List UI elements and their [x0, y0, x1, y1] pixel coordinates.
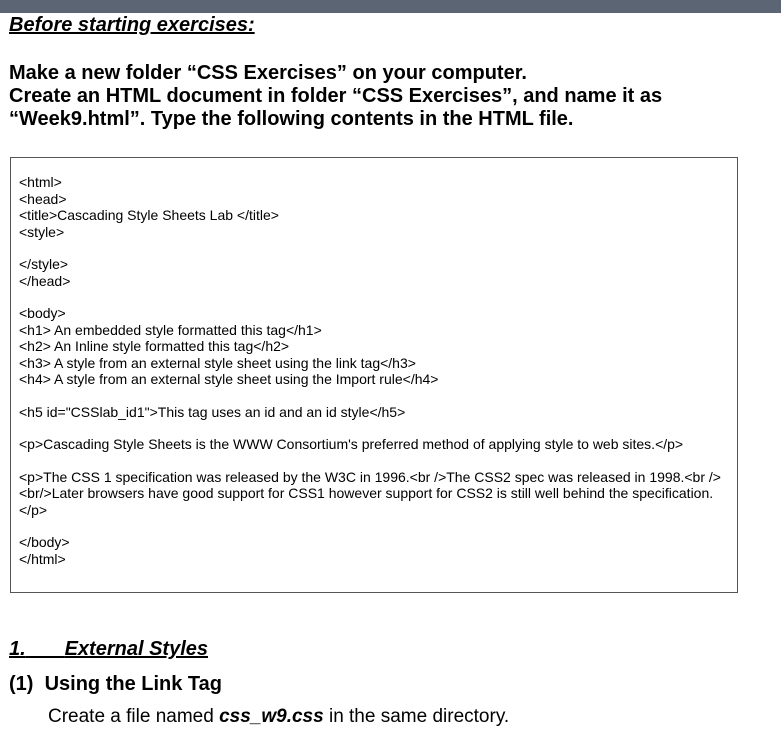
- code-html-open: <html>: [19, 174, 62, 190]
- code-h4-line: <h4> A style from an external style sheet using the Import rule</h4>: [19, 371, 439, 387]
- subsection-heading-link-tag: [9, 673, 222, 696]
- code-h5-line: <h5 id="CSSlab_id1">This tag uses an id and an id style</h5>: [19, 403, 406, 420]
- instruction-filename: css_w9.css: [219, 706, 324, 727]
- intro-line-1: Make a new folder “CSS Exercises” on your computer.: [9, 62, 527, 84]
- intro-line-3: “Week9.html”. Type the following contents in the HTML file.: [9, 108, 574, 130]
- code-p1-line: <p>Cascading Style Sheets is the WWW Consortium's preferred method of applying style to web sites.</p>: [19, 436, 684, 452]
- before-starting-heading: Before starting exercises:: [9, 14, 255, 36]
- instruction-prefix: Create a file named: [48, 706, 220, 727]
- code-p2-line: <p>The CSS 1 specification was released by the W3C in 1996.<br />The CSS2 spec was released in 1998.<br /><br/>Later browsers have good support for CSS1 however support for CSS2 is still well behind the specification.</p>: [19, 468, 721, 518]
- code-style-close: </style>: [19, 256, 69, 272]
- code-body-close: </body>: [19, 534, 70, 550]
- code-listing-box: [10, 157, 738, 593]
- instruction-suffix: in the same directory.: [323, 706, 510, 727]
- intro-line-2: Create an HTML document in folder “CSS Exercises”, and name it as: [9, 85, 663, 107]
- intro-instructions: [9, 62, 769, 131]
- code-style-open: <style>: [19, 223, 65, 240]
- instruction-text: [48, 706, 509, 728]
- code-h3-line: <h3> A style from an external style sheet using the link tag</h3>: [19, 354, 416, 371]
- section-number: 1.: [9, 638, 26, 660]
- code-head-open: <head>: [19, 190, 67, 207]
- code-title-line: <title>Cascading Style Sheets Lab </title>: [19, 207, 279, 223]
- section-heading-external-styles: [9, 638, 208, 661]
- code-h2-line: <h2> An Inline style formatted this tag</h2>: [19, 338, 290, 354]
- code-body-open: <body>: [19, 305, 66, 321]
- code-head-close: </head>: [19, 272, 71, 289]
- code-html-close: </html>: [19, 550, 66, 567]
- code-h1-line: <h1> An embedded style formatted this tag</h1>: [19, 321, 322, 338]
- top-bar: [0, 0, 781, 13]
- subsection-number: (1): [9, 673, 34, 695]
- subsection-title: Using the Link Tag: [44, 673, 222, 695]
- section-title: External Styles: [64, 638, 209, 660]
